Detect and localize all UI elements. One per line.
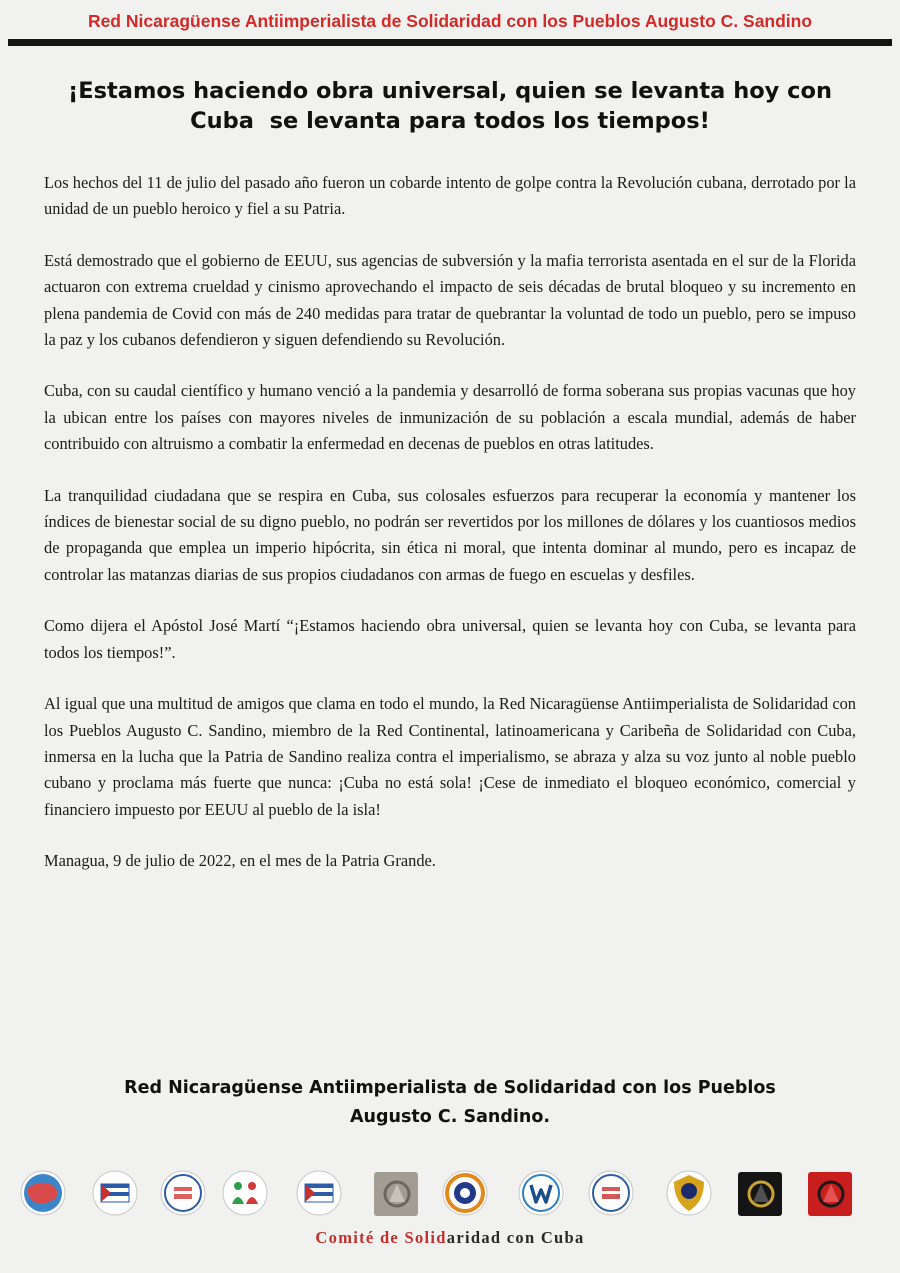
article-body: [44, 170, 856, 875]
footer-part-2: Solid: [404, 1228, 447, 1247]
sandino-map-logo: [20, 1170, 66, 1216]
header-divider: [8, 39, 892, 46]
paragraph: La tranquilidad ciudadana que se respira en Cuba, sus colosales esfuerzos para recuperar la economía y mantener los índices de bienestar social de su digno pueblo, no podrán ser revertidos por los millones de dólares y los cuantiosos medios de propaganda que emplea un imperio hipócrita, sin ética ni moral, que intenta dominar al mundo, pero es incapaz de controlar las matanzas diarias de sus propios ciudadanos con armas de fuego en escuelas y desfiles.: [44, 485, 856, 584]
round-seal-logo: [160, 1170, 206, 1216]
flags-emblem-logo: [296, 1170, 342, 1216]
footer-part-3: aridad con Cuba: [446, 1228, 585, 1247]
organization-title: Red Nicaragüense Antiimperialista de Solidaridad con los Pueblos Augusto C. Sandino: [87, 11, 813, 31]
headline-line-2: Cuba se levanta para todos los tiempos!: [190, 108, 710, 134]
header: [0, 0, 900, 40]
footer-part-1: Comité de: [315, 1228, 405, 1247]
paragraph: Está demostrado que el gobierno de EEUU, sus agencias de subversión y la mafia terrorista asentada en el sur de la Florida actuaron con extrema crueldad y cinismo aprovechando el impacto de seis décadas de brutal bloqueo y su incremento en plena pandemia de Covid con más de 240 medidas para tratar de quebrantar la voluntad de todo un pueblo, pero se impuso la paz y los cubanos defendieron y siguen defendiendo su Revolución.: [44, 250, 856, 350]
globe-ring-logo: [442, 1170, 488, 1216]
red-emblem-logo: [808, 1172, 852, 1216]
signature: [60, 1074, 840, 1132]
paragraph: Los hechos del 11 de julio del pasado año fueron un cobarde intento de golpe contra la Revolución cubana, derrotado por la unidad de un pueblo heroico y fiel a su Patria.: [44, 173, 856, 219]
headline: [40, 76, 860, 136]
paragraph: Al igual que una multitud de amigos que clama en todo el mundo, la Red Nicaragüense Antiimperialista de Solidaridad con los Pueblos Augusto C. Sandino, miembro de la Red Continental, latinoamericana y Caribeña de Solidaridad con Cuba, inmersa en la lucha que la Patria de Sandino realiza contra el imperialismo, se abraza y alza su voz junto al noble pueblo cubano y proclama más fuerte que nunca: ¡Cuba no está sola! ¡Cese de inmediato el bloqueo económico, comercial y financiero impuesto por EEUU al pueblo de la isla!: [44, 694, 856, 819]
w-letter-logo: [518, 1170, 564, 1216]
sepia-photo-logo: [374, 1172, 418, 1216]
cosolcuba-logo: [222, 1170, 268, 1216]
date-line: Managua, 9 de julio de 2022, en el mes de la Patria Grande.: [44, 851, 436, 871]
signature-line-1: Red Nicaragüense Antiimperialista de Solidaridad con los Pueblos: [124, 1078, 776, 1098]
black-badge-logo: [738, 1172, 782, 1216]
signature-line-2: Augusto C. Sandino.: [350, 1107, 550, 1127]
cuba-flag-seal-logo: [588, 1170, 634, 1216]
cuba-friendship-logo: [92, 1170, 138, 1216]
gold-shield-logo: [666, 1170, 712, 1216]
footer-committee: [0, 1228, 900, 1248]
headline-line-1: ¡Estamos haciendo obra universal, quien se levanta hoy con: [68, 78, 832, 104]
paragraph: Como dijera el Apóstol José Martí “¡Estamos haciendo obra universal, quien se levanta hoy con Cuba, se levanta para todos los tiempos!”.: [44, 616, 856, 662]
logo-strip: [10, 1162, 890, 1224]
paragraph: Cuba, con su caudal científico y humano venció a la pandemia y desarrolló de forma soberana sus propias vacunas que hoy la ubican entre los países con mayores niveles de inmunización de su población a escala mundial, además de haber contribuido con altruismo a combatir la enfermedad en decenas de pueblos en otras latitudes.: [44, 381, 856, 454]
